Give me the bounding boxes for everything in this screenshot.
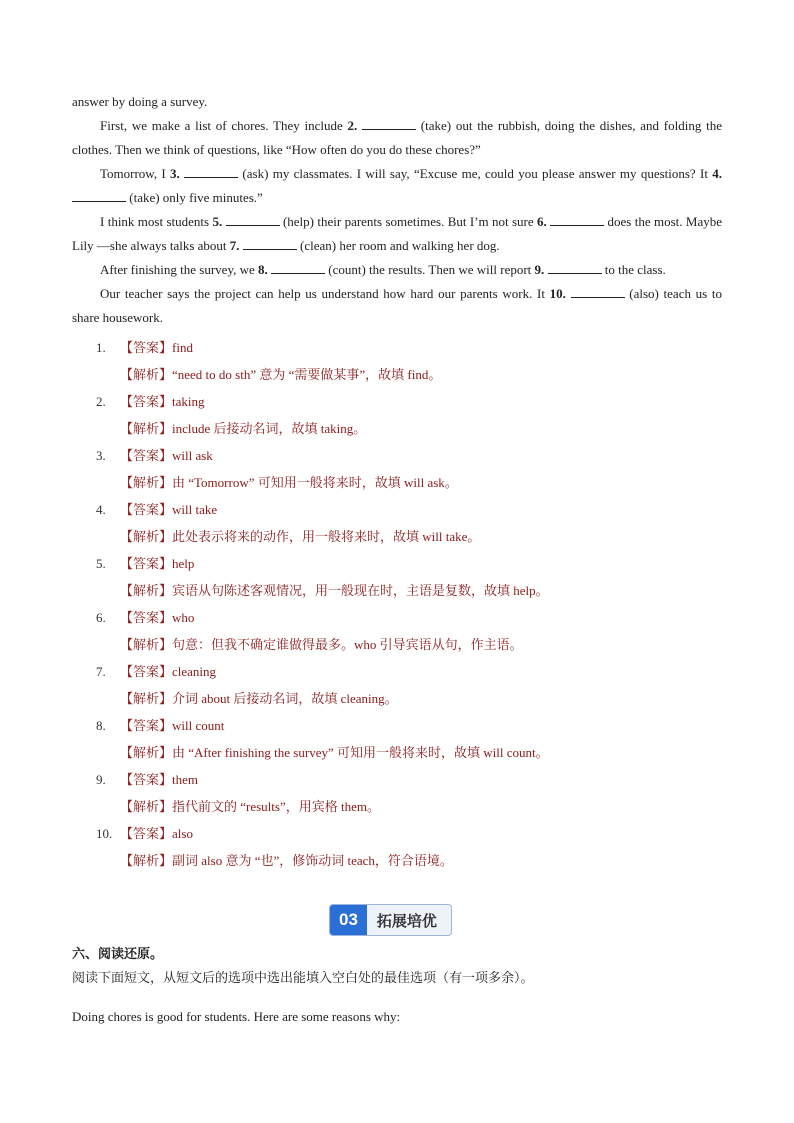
text: (clean) her room and walking her dog. <box>296 238 500 253</box>
blank-line[interactable] <box>548 261 602 274</box>
answer-list <box>72 334 722 874</box>
text: Our teacher says the project can help us understand how hard our parents work. It <box>100 286 550 301</box>
answer-index: 6. <box>96 610 106 625</box>
answer-text: 【答案】cleaning <box>120 664 217 679</box>
blank-number: 8. <box>258 262 268 277</box>
text: (take) out the rubbish, doing the dishes, and folding the clothes. Then we think of questions, like “How often do you do these chores?” <box>72 118 722 157</box>
analysis-text: 【解析】由 “After finishing the survey” 可知用一般将来时，故填 will count。 <box>120 745 549 760</box>
answer-item <box>72 766 722 820</box>
blank-number: 9. <box>534 262 545 277</box>
blank-line[interactable] <box>550 213 604 226</box>
part6 <box>72 944 722 1030</box>
passage-paragraph <box>72 162 722 210</box>
analysis-text: 【解析】由 “Tomorrow” 可知用一般将来时，故填 will ask。 <box>120 475 458 490</box>
blank-line[interactable] <box>72 189 126 202</box>
part6-lead: Doing chores is good for students. Here are some reasons why: <box>72 1009 401 1024</box>
passage-paragraph <box>72 114 722 162</box>
part6-heading: 六、阅读还原。 <box>72 947 164 962</box>
passage-paragraph <box>72 210 722 258</box>
analysis-text: 【解析】句意：但我不确定谁做得最多。who 引导宾语从句，作主语。 <box>120 637 523 652</box>
text: I think most students <box>100 214 213 229</box>
text: does the most. Maybe Lily —she always talks about <box>72 214 722 253</box>
answer-text: 【答案】find <box>120 340 193 355</box>
answer-text: 【答案】will count <box>120 718 225 733</box>
answer-index: 1. <box>96 340 106 355</box>
answer-text: 【答案】them <box>120 772 198 787</box>
answer-index: 4. <box>96 502 106 517</box>
answer-text: 【答案】help <box>120 556 195 571</box>
answer-index: 3. <box>96 448 106 463</box>
section-number: 03 <box>330 905 367 935</box>
answer-item <box>72 442 722 496</box>
section-badge <box>329 904 452 936</box>
answer-index: 7. <box>96 664 106 679</box>
blank-number: 3. <box>170 166 180 181</box>
blank-number: 4. <box>712 166 722 181</box>
analysis-text: 【解析】include 后接动名词，故填 taking。 <box>120 421 367 436</box>
answer-item <box>72 388 722 442</box>
text: (take) only five minutes.” <box>126 190 263 205</box>
answer-index: 10. <box>96 826 113 841</box>
blank-line[interactable] <box>362 117 416 130</box>
blank-line[interactable] <box>184 165 238 178</box>
blank-number: 10. <box>549 286 566 301</box>
answer-item <box>72 604 722 658</box>
answer-index: 9. <box>96 772 106 787</box>
passage-paragraph <box>72 258 722 282</box>
answer-item <box>72 658 722 712</box>
answer-item <box>72 334 722 388</box>
text: to the class. <box>601 262 666 277</box>
text: First, we make a list of chores. They include <box>100 118 348 133</box>
text: (count) the results. Then we will report <box>325 262 535 277</box>
answer-text: 【答案】taking <box>120 394 205 409</box>
blank-line[interactable] <box>226 213 280 226</box>
analysis-text: 【解析】副词 also 意为 “也”，修饰动词 teach，符合语境。 <box>120 853 453 868</box>
analysis-text: 【解析】宾语从句陈述客观情况，用一般现在时，主语是复数，故填 help。 <box>120 583 549 598</box>
answer-text: 【答案】will ask <box>120 448 213 463</box>
answer-text: 【答案】who <box>120 610 195 625</box>
passage-paragraph <box>72 282 722 330</box>
analysis-text: 【解析】此处表示将来的动作，用一般将来时，故填 will take。 <box>120 529 481 544</box>
passage <box>72 90 722 874</box>
blank-line[interactable] <box>243 237 297 250</box>
section-title: 拓展培优 <box>376 911 437 930</box>
blank-number: 2. <box>347 118 358 133</box>
answer-text: 【答案】will take <box>120 502 218 517</box>
blank-number: 7. <box>229 238 240 253</box>
passage-line: answer by doing a survey. <box>72 94 208 109</box>
analysis-text: 【解析】指代前文的 “results”，用宾格 them。 <box>120 799 380 814</box>
blank-number: 6. <box>537 214 547 229</box>
text: (also) teach us to share housework. <box>72 286 723 325</box>
text: After finishing the survey, we <box>100 262 259 277</box>
blank-line[interactable] <box>571 285 625 298</box>
answer-text: 【答案】also <box>120 826 193 841</box>
answer-index: 8. <box>96 718 106 733</box>
answer-item <box>72 550 722 604</box>
text: (ask) my classmates. I will say, “Excuse me, could you please answer my questions? It <box>238 166 713 181</box>
text: (help) their parents sometimes. But I’m not sure <box>279 214 538 229</box>
analysis-text: 【解析】介词 about 后接动名词，故填 cleaning。 <box>120 691 398 706</box>
blank-line[interactable] <box>271 261 325 274</box>
part6-instruction: 阅读下面短文，从短文后的选项中选出能填入空白处的最佳选项（有一项多余）。 <box>72 971 534 986</box>
answer-item <box>72 820 722 874</box>
answer-item <box>72 712 722 766</box>
text: Tomorrow, I <box>100 166 171 181</box>
answer-index: 5. <box>96 556 106 571</box>
blank-number: 5. <box>212 214 223 229</box>
answer-index: 2. <box>96 394 106 409</box>
analysis-text: 【解析】“need to do sth” 意为 “需要做某事”，故填 find。 <box>120 367 442 382</box>
answer-item <box>72 496 722 550</box>
